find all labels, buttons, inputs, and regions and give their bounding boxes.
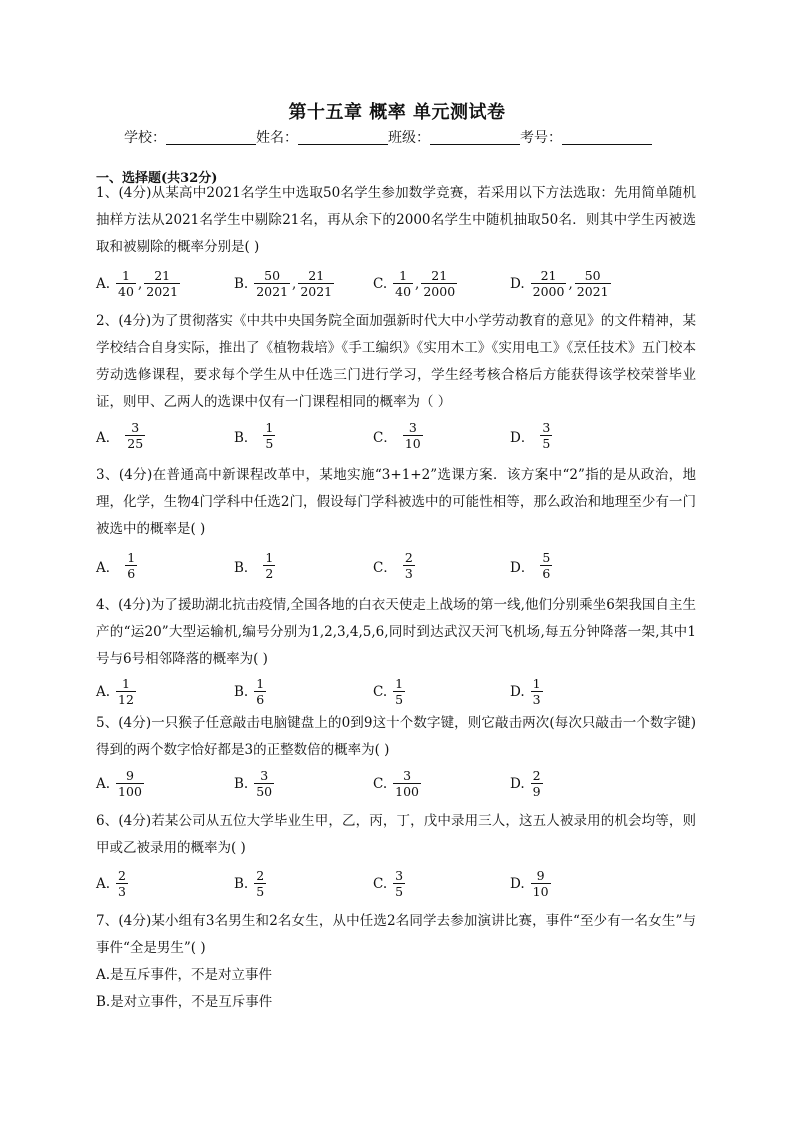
separator: , bbox=[568, 275, 573, 292]
fraction bbox=[298, 268, 334, 299]
option-d[interactable] bbox=[510, 268, 611, 299]
question-5-options bbox=[96, 768, 696, 804]
fraction bbox=[116, 268, 136, 299]
denominator: 5 bbox=[395, 884, 404, 899]
numerator: 1 bbox=[127, 550, 136, 565]
option-a[interactable] bbox=[96, 550, 137, 581]
option-label: A. bbox=[96, 683, 111, 700]
denominator: 6 bbox=[256, 692, 265, 707]
fraction bbox=[540, 420, 552, 451]
fraction bbox=[263, 420, 275, 451]
denominator: 2000 bbox=[532, 284, 565, 299]
numerator: 21 bbox=[540, 268, 557, 283]
option-d[interactable] bbox=[510, 768, 543, 799]
numerator: 5 bbox=[542, 550, 551, 565]
option-c[interactable] bbox=[373, 268, 457, 299]
question-1-options bbox=[96, 268, 696, 304]
option-label: B． bbox=[234, 429, 258, 446]
option-label: B. bbox=[234, 775, 249, 792]
denominator: 25 bbox=[127, 436, 144, 451]
numerator: 50 bbox=[264, 268, 281, 283]
option-d[interactable] bbox=[510, 676, 543, 707]
denominator: 6 bbox=[542, 566, 551, 581]
numerator: 3 bbox=[408, 420, 417, 435]
question-1: 1、(4分)从某高中2021名学生中选取50名学生参加数学竞赛，若采用以下方法选取：先用简单随机抽样方法从2021名学生中剔除21名，再从余下的2000名学生中随机抽取50名．则其中学生丙被选取和被剔除的概率分别是( ) bbox=[96, 185, 696, 255]
option-label: D. bbox=[510, 875, 525, 892]
section-heading: 一、选择题(共32分) bbox=[96, 171, 218, 186]
option-c[interactable] bbox=[373, 550, 415, 581]
option-b[interactable] bbox=[234, 550, 275, 581]
option-label: D. bbox=[510, 275, 525, 292]
option-b[interactable] bbox=[234, 420, 275, 451]
question-4: 4、(4分)为了援助湖北抗击疫情,全国各地的白衣天使走上战场的第一线,他们分别乘坐6架我国自主生产的“运20”大型运输机,编号分别为1,2,3,4,5,6,同时到达武汉天河飞机场,每五分钟降落一架,其中1号与6号相邻降落的概率为( ) bbox=[96, 597, 696, 667]
denominator: 2021 bbox=[256, 284, 289, 299]
denominator: 9 bbox=[532, 784, 541, 799]
option-b[interactable] bbox=[234, 868, 266, 899]
denominator: 50 bbox=[256, 784, 273, 799]
number-blank[interactable] bbox=[562, 130, 652, 145]
option-c[interactable] bbox=[373, 420, 423, 451]
option-b[interactable] bbox=[234, 676, 266, 707]
fraction bbox=[421, 268, 457, 299]
denominator: 2021 bbox=[300, 284, 333, 299]
option-label: D. bbox=[510, 775, 525, 792]
question-2: 2、(4分)为了贯彻落实《中共中央国务院全面加强新时代大中小学劳动教育的意见》的文件精神，某学校结合自身实际，推出了《植物栽培》《手工编织》《实用木工》《实用电工》《烹任技术》五门校本劳动选修课程，要求每个学生从中任选三门进行学习，学生经考核合格后方能获得该学校荣誉毕业证，则甲、乙两人的选课中仅有一门课程相同的概率为（ ） bbox=[96, 313, 696, 410]
denominator: 40 bbox=[395, 284, 412, 299]
separator: , bbox=[415, 275, 420, 292]
fraction bbox=[116, 768, 144, 799]
question-4-options bbox=[96, 676, 696, 712]
option-a[interactable] bbox=[96, 768, 144, 799]
option-b[interactable] bbox=[234, 768, 274, 799]
numerator: 50 bbox=[584, 268, 601, 283]
denominator: 3 bbox=[404, 566, 413, 581]
fraction bbox=[540, 550, 552, 581]
option-label: A. bbox=[96, 875, 111, 892]
option-label: A. bbox=[96, 775, 111, 792]
denominator: 100 bbox=[395, 784, 419, 799]
option-c[interactable] bbox=[373, 676, 405, 707]
numerator: 1 bbox=[395, 676, 404, 691]
class-label: 班级： bbox=[388, 130, 430, 146]
fraction bbox=[254, 868, 266, 899]
option-label: C. bbox=[373, 875, 388, 892]
fraction bbox=[125, 550, 137, 581]
question-3: 3、(4分)在普通高中新课程改革中，某地实施“3+1+2”选课方案．该方案中“2”指的是从政治，地理，化学，生物4门学科中任选2门，假设每门学科被选中的可能性相等，那么政治和地理至少有一门被选中的概率是( ) bbox=[96, 467, 696, 537]
option-b[interactable]: B.是对立事件，不是互斥事件 bbox=[96, 994, 273, 1010]
denominator: 3 bbox=[118, 884, 126, 899]
denominator: 5 bbox=[542, 436, 551, 451]
denominator: 5 bbox=[265, 436, 274, 451]
denominator: 5 bbox=[395, 692, 404, 707]
numerator: 3 bbox=[395, 868, 404, 883]
question-6-options bbox=[96, 868, 696, 904]
denominator: 5 bbox=[256, 884, 265, 899]
fraction bbox=[254, 268, 290, 299]
fraction bbox=[403, 420, 423, 451]
denominator: 2000 bbox=[423, 284, 456, 299]
option-label: C． bbox=[373, 559, 397, 576]
option-b[interactable] bbox=[234, 268, 334, 299]
option-label: D． bbox=[510, 559, 535, 576]
numerator: 21 bbox=[431, 268, 448, 283]
numerator: 1 bbox=[122, 268, 130, 283]
option-c[interactable] bbox=[373, 868, 405, 899]
option-a[interactable] bbox=[96, 868, 128, 899]
denominator: 3 bbox=[532, 692, 541, 707]
question-7: 7、(4分)某小组有3名男生和2名女生，从中任选2名同学去参加演讲比赛，事件“至少有一名女生”与事件“全是男生”( ) bbox=[96, 913, 696, 956]
numerator: 1 bbox=[532, 676, 541, 691]
option-label: A． bbox=[96, 559, 120, 576]
numerator: 2 bbox=[256, 868, 265, 883]
fraction bbox=[125, 420, 145, 451]
option-label: D. bbox=[510, 683, 525, 700]
fraction bbox=[116, 676, 136, 707]
numerator: 2 bbox=[532, 768, 541, 783]
numerator: 1 bbox=[256, 676, 265, 691]
option-c[interactable] bbox=[373, 768, 421, 799]
numerator: 1 bbox=[122, 676, 130, 691]
option-a[interactable]: A.是互斥事件，不是对立事件 bbox=[96, 967, 273, 983]
denominator: 6 bbox=[127, 566, 136, 581]
option-label: B. bbox=[234, 875, 249, 892]
option-label: A. bbox=[96, 275, 111, 292]
denominator: 2021 bbox=[576, 284, 609, 299]
numerator: 1 bbox=[265, 550, 274, 565]
option-label: C. bbox=[373, 775, 388, 792]
fraction bbox=[393, 868, 405, 899]
option-label: C. bbox=[373, 275, 388, 292]
student-info-row bbox=[124, 127, 652, 147]
question-2-options bbox=[96, 420, 696, 456]
numerator: 9 bbox=[126, 768, 134, 783]
fraction bbox=[393, 768, 421, 799]
denominator: 12 bbox=[118, 692, 134, 707]
denominator: 100 bbox=[118, 784, 142, 799]
option-label: C. bbox=[373, 683, 388, 700]
numerator: 3 bbox=[260, 768, 269, 783]
denominator: 2021 bbox=[146, 284, 179, 299]
question-3-options bbox=[96, 550, 696, 586]
separator: , bbox=[137, 275, 143, 292]
option-label: B. bbox=[234, 683, 249, 700]
numerator: 21 bbox=[154, 268, 171, 283]
denominator: 40 bbox=[118, 284, 134, 299]
fraction bbox=[531, 268, 567, 299]
fraction bbox=[393, 676, 405, 707]
denominator: 2 bbox=[265, 566, 274, 581]
option-d[interactable] bbox=[510, 550, 552, 581]
fraction bbox=[254, 676, 266, 707]
numerator: 3 bbox=[542, 420, 551, 435]
fraction bbox=[263, 550, 275, 581]
numerator: 2 bbox=[118, 868, 126, 883]
denominator: 10 bbox=[404, 436, 421, 451]
numerator: 2 bbox=[404, 550, 413, 565]
option-d[interactable] bbox=[510, 420, 552, 451]
school-label: 学校： bbox=[124, 130, 166, 146]
option-label: A． bbox=[96, 429, 120, 446]
numerator: 21 bbox=[308, 268, 325, 283]
option-label: D． bbox=[510, 429, 535, 446]
option-a[interactable] bbox=[96, 420, 145, 451]
name-label: 姓名： bbox=[256, 130, 298, 146]
option-a[interactable] bbox=[96, 268, 180, 299]
option-d[interactable] bbox=[510, 868, 551, 899]
fraction bbox=[393, 268, 413, 299]
numerator: 3 bbox=[403, 768, 412, 783]
question-6: 6、(4分)若某公司从五位大学毕业生甲，乙，丙，丁，戊中录用三人，这五人被录用的机会均等，则甲或乙被录用的概率为( ) bbox=[96, 813, 696, 856]
page-title: 第十五章 概率 单元测试卷 bbox=[288, 102, 506, 123]
option-label: C． bbox=[373, 429, 397, 446]
class-blank[interactable] bbox=[430, 130, 520, 145]
numerator: 3 bbox=[131, 420, 140, 435]
fraction bbox=[403, 550, 415, 581]
separator: , bbox=[292, 275, 297, 292]
fraction bbox=[144, 268, 180, 299]
fraction bbox=[531, 868, 551, 899]
numerator: 9 bbox=[536, 868, 545, 883]
name-blank[interactable] bbox=[298, 130, 388, 145]
fraction bbox=[254, 768, 274, 799]
option-a[interactable] bbox=[96, 676, 136, 707]
numerator: 1 bbox=[265, 420, 274, 435]
denominator: 10 bbox=[532, 884, 549, 899]
option-label: B． bbox=[234, 559, 258, 576]
option-label: B. bbox=[234, 275, 249, 292]
numerator: 1 bbox=[399, 268, 408, 283]
fraction bbox=[531, 768, 543, 799]
fraction bbox=[116, 868, 128, 899]
fraction bbox=[575, 268, 611, 299]
question-5: 5、(4分)一只猴子任意敲击电脑键盘上的0到9这十个数字键，则它敲击两次(每次只敲击一个数字键)得到的两个数字恰好都是3的正整数倍的概率为( ) bbox=[96, 715, 696, 758]
school-blank[interactable] bbox=[166, 130, 256, 145]
fraction bbox=[531, 676, 543, 707]
number-label: 考号： bbox=[520, 130, 562, 146]
